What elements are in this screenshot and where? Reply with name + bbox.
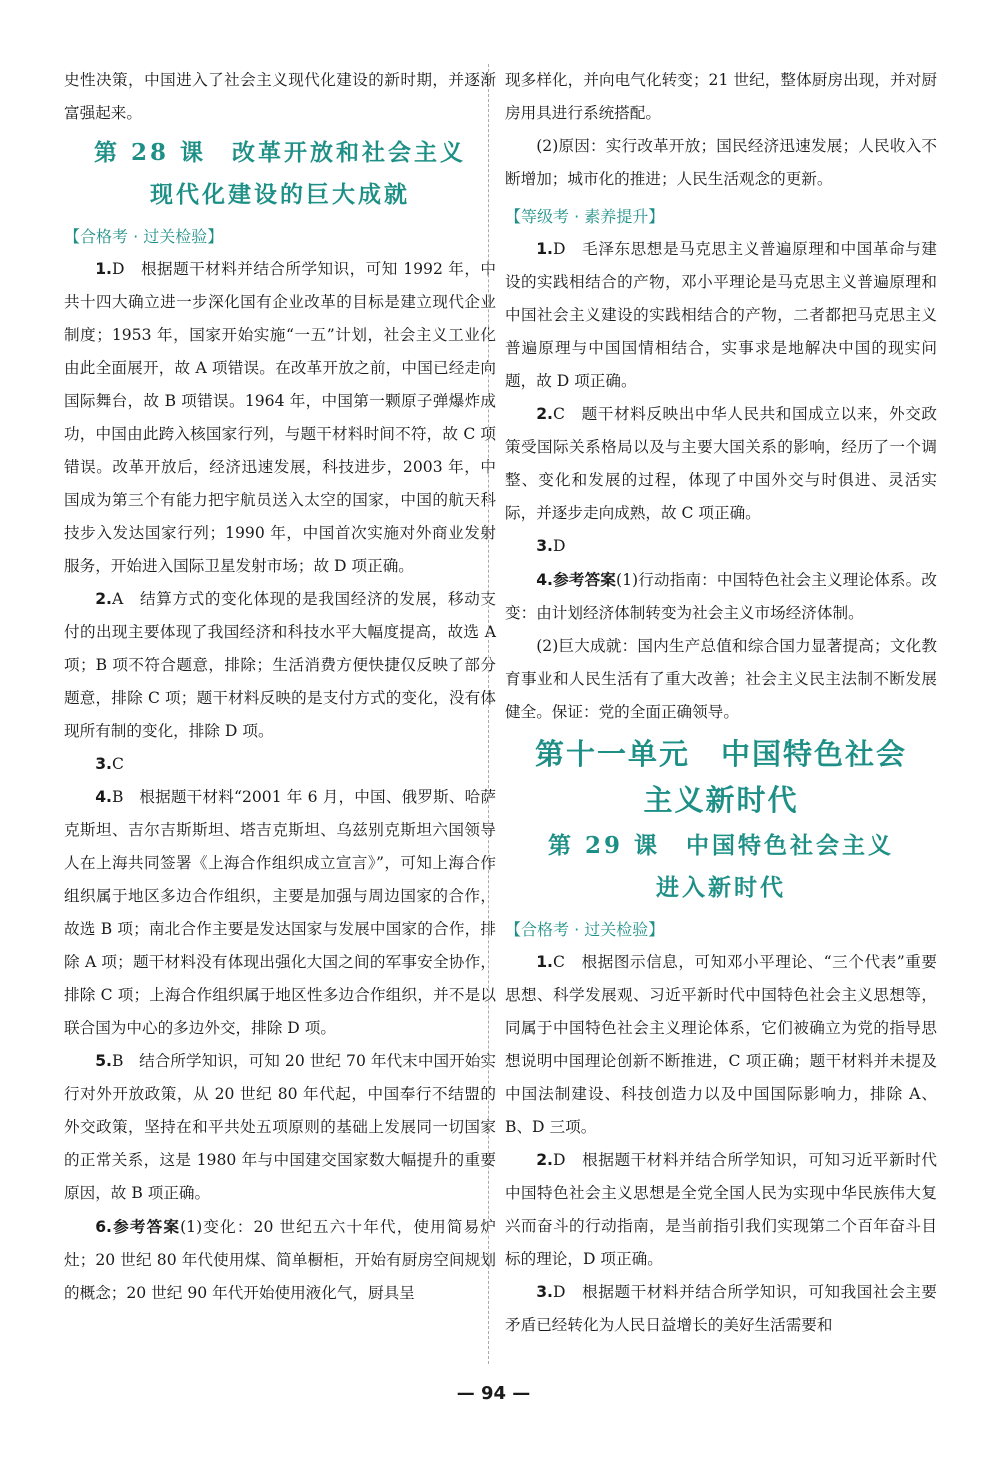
column-divider	[488, 64, 489, 1364]
lesson-29-answer-1-text: C 根据图示信息，可知邓小平理论、“三个代表”重要思想、科学发展观、习近平新时代中国特色社会主义思想等，同属于中国特色社会主义理论体系，它们被确立为党的指导思想说明中国理论创新不断推进，C 项正确；题干材料并未提及中国法制建设、科技创造力以及中国国际影响力，排除 A、B、D 三项。	[505, 953, 937, 1136]
lesson-29-title-line-2: 进入新时代	[656, 874, 786, 901]
advanced-answer-1-number: 1.	[536, 240, 553, 258]
lesson-29-title	[505, 825, 937, 909]
answer-6-continued: 现多样化，并向电气化转变；21 世纪，整体厨房出现，并对厨房用具进行系统搭配。	[505, 71, 937, 122]
advanced-answer-3-text: D	[552, 537, 566, 555]
answer-6-number: 6.	[95, 1218, 112, 1236]
unit-11-title-line-2: 主义新时代	[643, 783, 799, 817]
page-number: — 94 —	[456, 1383, 531, 1404]
lesson-29-answer-3-text: D 根据题干材料并结合所学知识，可知我国社会主要矛盾已经转化为人民日益增长的美好生活需要和	[505, 1283, 937, 1334]
advanced-answer-4-number: 4.	[536, 571, 553, 589]
lesson-29-answer-1	[505, 946, 937, 1144]
lesson-29-answer-2-number: 2.	[536, 1151, 553, 1169]
intro-paragraph: 史性决策，中国进入了社会主义现代化建设的新时期，并逐渐富强起来。	[64, 71, 496, 122]
lesson-29-title-line-1: 第 29 课 中国特色社会主义	[547, 832, 895, 859]
advanced-answer-1	[505, 233, 937, 398]
advanced-answer-3-number: 3.	[536, 537, 553, 555]
answer-1	[64, 253, 496, 583]
answer-5-number: 5.	[95, 1052, 112, 1070]
advanced-answer-2	[505, 398, 937, 530]
unit-11-title	[505, 731, 937, 823]
advanced-answer-4-part-2: (2)巨大成就：国内生产总值和综合国力显著提高；文化教育事业和人民生活有了重大改善；社会主义民主法制不断发展健全。保证：党的全面正确领导。	[505, 637, 937, 721]
lesson-29-answer-1-number: 1.	[536, 953, 553, 971]
answer-5-text: B 结合所学知识，可知 20 世纪 70 年代末中国开始实行对外开放政策，从 20 世纪 80 年代起，中国奉行不结盟的外交政策，坚持在和平共处五项原则的基础上发展同一切国家的正常关系，这是 1980 年与中国建交国家数大幅提升的重要原因，故 B 项正确。	[64, 1052, 496, 1202]
answer-3	[64, 748, 496, 781]
advanced-answer-2-text: C 题干材料反映出中华人民共和国成立以来，外交政策受国际关系格局以及与主要大国关系的影响，经历了一个调整、变化和发展的过程，体现了中国外交与时俱进、灵活实际，并逐步走向成熟，故 C 项正确。	[505, 405, 937, 522]
answer-3-number: 3.	[95, 755, 112, 773]
section-heading-advanced: 【等级考 · 素养提升】	[505, 207, 665, 226]
advanced-answer-2-number: 2.	[536, 405, 553, 423]
advanced-answer-3	[505, 530, 937, 563]
answer-4	[64, 781, 496, 1045]
answer-6-part-2: (2)原因：实行改革开放；国民经济迅速发展；人民收入不断增加；城市化的推进；人民生活观念的更新。	[505, 137, 937, 188]
answer-2-number: 2.	[95, 590, 112, 608]
section-heading-basic-29: 【合格考 · 过关检验】	[505, 920, 665, 939]
answer-6-label: 参考答案	[111, 1217, 181, 1236]
lesson-28-title	[64, 132, 496, 216]
lesson-28-title-line-1: 第 28 课 改革开放和社会主义	[93, 139, 467, 166]
answer-5	[64, 1045, 496, 1210]
left-column	[64, 64, 496, 1310]
answer-6-text: (1)变化：20 世纪五六十年代，使用简易炉灶；20 世纪 80 年代使用煤、简单橱柜，开始有厨房空间规划的概念；20 世纪 90 年代开始使用液化气，厨具呈	[64, 1218, 496, 1302]
answer-4-number: 4.	[95, 788, 112, 806]
advanced-answer-4	[505, 563, 937, 630]
answer-4-text: B 根据题干材料“2001 年 6 月，中国、俄罗斯、哈萨克斯坦、吉尔吉斯斯坦、塔吉克斯坦、乌兹别克斯坦六国领导人在上海共同签署《上海合作组织成立宣言》”，可知上海合作组织属于地区多边合作组织，主要是加强与周边国家的合作，故选 B 项；南北合作主要是发达国家与发展中国家的合作，排除 A 项；题干材料没有体现出强化大国之间的军事安全协作，排除 C 项；上海合作组织属于地区性多边合作组织，并不是以联合国为中心的多边外交，排除 D 项。	[64, 788, 496, 1037]
lesson-29-answer-2	[505, 1144, 937, 1276]
advanced-answer-1-text: D 毛泽东思想是马克思主义普遍原理和中国革命与建设的实践相结合的产物，邓小平理论是马克思主义普遍原理和中国社会主义建设的实践相结合的产物，二者都把马克思主义普遍原理与中国国情相结合，实事求是地解决中国的现实问题，故 D 项正确。	[505, 240, 937, 390]
answer-1-number: 1.	[95, 260, 112, 278]
answer-2	[64, 583, 496, 748]
lesson-29-answer-3-number: 3.	[536, 1283, 553, 1301]
lesson-29-answer-3	[505, 1276, 937, 1342]
answer-1-text: D 根据题干材料并结合所学知识，可知 1992 年，中共十四大确立进一步深化国有企业改革的目标是建立现代企业制度；1953 年，国家开始实施“一五”计划，社会主义工业化由此全面展开，故 A 项错误。在改革开放之前，中国已经走向国际舞台，故 B 项错误。1964 年，中国第一颗原子弹爆炸成功，中国由此跨入核国家行列，与题干材料时间不符，故 C 项错误。改革开放后，经济迅速发展，科技进步，2003 年，中国成为第三个有能力把宇航员送入太空的国家，中国的航天科技步入发达国家行列；1990 年，中国首次实施对外商业发射服务，开始进入国际卫星发射市场；故 D 项正确。	[64, 260, 496, 575]
section-heading-basic: 【合格考 · 过关检验】	[64, 227, 224, 246]
answer-6	[64, 1210, 496, 1310]
lesson-28-title-line-2: 现代化建设的巨大成就	[150, 181, 410, 208]
answer-2-text: A 结算方式的变化体现的是我国经济的发展，移动支付的出现主要体现了我国经济和科技水平大幅度提高，故选 A 项；B 项不符合题意，排除；生活消费方便快捷仅反映了部分题意，排除 C 项；题干材料反映的是支付方式的变化，没有体现所有制的变化，排除 D 项。	[64, 590, 496, 740]
lesson-29-answer-2-text: D 根据题干材料并结合所学知识，可知习近平新时代中国特色社会主义思想是全党全国人民为实现中华民族伟大复兴而奋斗的行动指南，是当前指引我们实现第二个百年奋斗目标的理论，D 项正确。	[505, 1151, 937, 1268]
right-column	[505, 64, 937, 1342]
advanced-answer-4-text: (1)行动指南：中国特色社会主义理论体系。改变：由计划经济体制转变为社会主义市场经济体制。	[505, 571, 937, 622]
answer-3-text: C	[111, 755, 124, 773]
unit-11-title-line-1: 第十一单元 中国特色社会	[534, 737, 907, 771]
advanced-answer-4-label: 参考答案	[552, 570, 617, 589]
